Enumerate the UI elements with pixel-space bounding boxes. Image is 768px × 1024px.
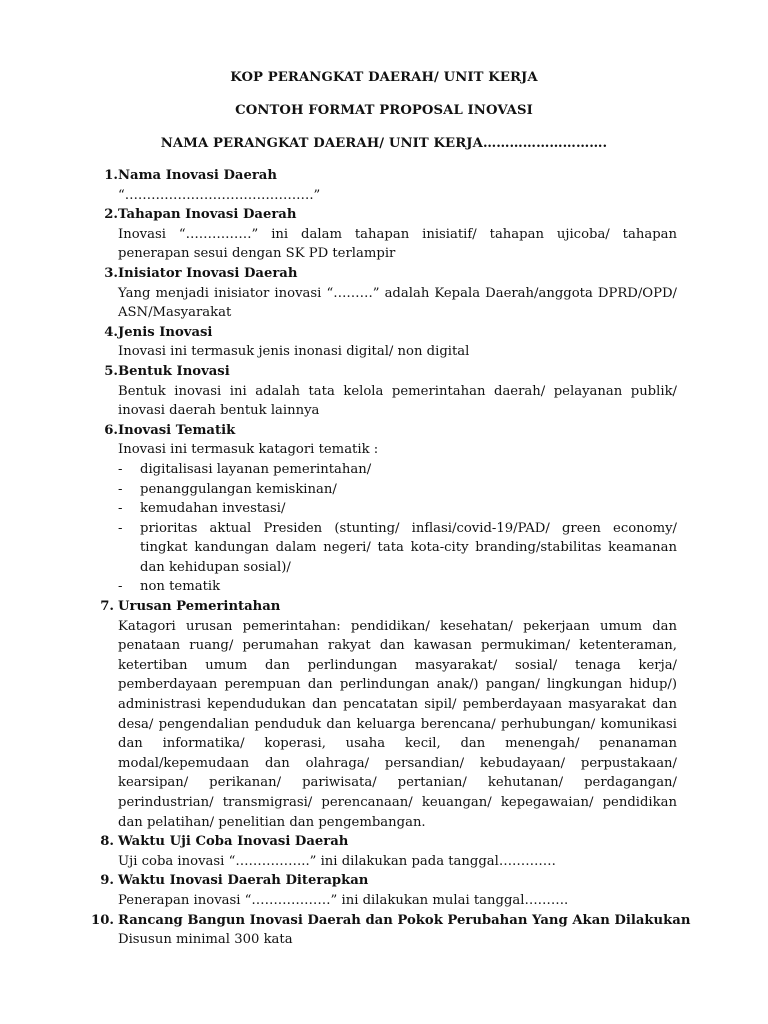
section-number: 2. <box>104 207 118 223</box>
section-item <box>0 264 768 323</box>
proposal-sections <box>0 166 768 950</box>
section-title: Inovasi Tematik <box>118 422 236 438</box>
section-body <box>118 440 677 597</box>
section-heading <box>0 166 768 186</box>
section-body <box>118 186 677 206</box>
section-number: 6. <box>104 422 118 438</box>
section-item <box>0 911 768 950</box>
bullet-marker: - <box>118 501 123 517</box>
section-title: Waktu Uji Coba Inovasi Daerah <box>118 834 349 850</box>
section-number: 9. <box>100 873 114 889</box>
section-heading <box>0 362 768 382</box>
section-heading <box>0 911 768 931</box>
bullet-text: penanggulangan kemiskinan/ <box>140 481 337 497</box>
section-item <box>0 323 768 362</box>
bullet-item <box>0 577 677 597</box>
section-number: 1. <box>104 168 118 183</box>
section-item <box>0 421 768 597</box>
section-paragraph: Inovasi ini termasuk jenis inonasi digital/ non digital <box>118 344 470 360</box>
section-body <box>118 382 677 421</box>
bullet-marker: - <box>118 461 123 477</box>
bullet-marker: - <box>118 481 123 497</box>
bullet-text: non tematik <box>140 579 221 595</box>
section-paragraph: “…………………………………….” <box>118 187 321 203</box>
section-heading <box>0 832 768 852</box>
bullet-text: kemudahan investasi/ <box>140 501 286 517</box>
section-paragraph: Uji coba inovasi “……………..” ini dilakukan pada tanggal…………. <box>118 853 556 869</box>
section-item <box>0 871 768 910</box>
bullet-item <box>0 499 677 519</box>
section-paragraph: Katagori urusan pemerintahan: pendidikan/ kesehatan/ pekerjaan umum dan penataan ruang/ perumahan rakyat dan kawasan permukiman/ ketenteraman, ketertiban umum dan perlindungan masyarakat/ sosial/ tenaga kerja/ pemberdayaan perempuan dan perlindungan anak/) pangan/ lingkungan hidup/) administrasi kependudukan dan pencatatan sipil/ pemberdayaan masyarakat dan desa/ pengendalian penduduk dan keluarga berencana/ perhubungan/ komunikasi dan informatika/ koperasi, usaha kecil, dan menengah/ penanaman modal/kepemudaan dan olahraga/ persandian/ kebudayaan/ perpustakaan/ kearsipan/ perikanan/ pariwisata/ pertanian/ kehutanan/ perdagangan/ perindustrian/ transmigrasi/ perencanaan/ keuangan/ kepegawaian/ pendidikan dan pelatihan/ penelitian dan pengembangan. <box>118 618 677 830</box>
section-body <box>118 852 677 872</box>
section-title: Inisiator Inovasi Daerah <box>118 265 298 281</box>
section-title: Tahapan Inovasi Daerah <box>118 207 297 223</box>
section-body <box>118 342 677 362</box>
section-item <box>0 205 768 264</box>
section-body <box>118 225 677 264</box>
section-body <box>118 891 677 911</box>
section-title: Rancang Bangun Inovasi Daerah dan Pokok Perubahan Yang Akan Dilakukan <box>118 912 691 928</box>
section-heading <box>0 264 768 284</box>
section-paragraph: Bentuk inovasi ini adalah tata kelola pemerintahan daerah/ pelayanan publik/ inovasi daerah bentuk lainnya <box>118 383 677 419</box>
section-number: 8. <box>100 834 114 850</box>
bullet-list <box>0 460 677 597</box>
bullet-text: prioritas aktual Presiden (stunting/ inflasi/covid-19/PAD/ green economy/ tingkat kandungan dalam negeri/ tata kota-city branding/stabilitas keamanan dan kehidupan sosial)/ <box>140 520 677 575</box>
section-paragraph: Inovasi “……………” ini dalam tahapan inisiatif/ tahapan ujicoba/ tahapan penerapan sesui dengan SK PD terlampir <box>118 226 677 262</box>
section-paragraph: Yang menjadi inisiator inovasi “………” adalah Kepala Daerah/anggota DPRD/OPD/ ASN/Masyarakat <box>118 285 677 321</box>
section-body <box>118 284 677 323</box>
section-title: Jenis Inovasi <box>118 324 213 340</box>
bullet-marker: - <box>118 520 123 536</box>
section-heading <box>0 597 768 617</box>
section-item <box>0 166 768 205</box>
section-title: Urusan Pemerintahan <box>118 599 281 615</box>
section-paragraph: Inovasi ini termasuk katagori tematik : <box>118 442 379 458</box>
section-item <box>0 362 768 421</box>
section-number: 10. <box>91 912 114 928</box>
bullet-item <box>0 460 677 480</box>
bullet-item <box>0 480 677 500</box>
section-number: 4. <box>104 324 118 340</box>
section-body <box>118 930 677 950</box>
section-heading <box>0 871 768 891</box>
letterhead-title: KOP PERANGKAT DAERAH/ UNIT KERJA <box>230 70 538 85</box>
bullet-text: digitalisasi layanan pemerintahan/ <box>140 461 372 477</box>
section-heading <box>0 421 768 441</box>
section-title: Waktu Inovasi Daerah Diterapkan <box>118 873 369 889</box>
section-number: 5. <box>104 363 118 379</box>
section-item <box>0 597 768 832</box>
section-item <box>0 832 768 871</box>
bullet-item <box>0 519 677 578</box>
section-heading <box>0 205 768 225</box>
section-paragraph: Penerapan inovasi “………………” ini dilakukan mulai tanggal………. <box>118 892 569 908</box>
bullet-marker: - <box>118 579 123 595</box>
organization-name-line: NAMA PERANGKAT DAERAH/ UNIT KERJA………………………. <box>160 136 608 151</box>
section-paragraph: Disusun minimal 300 kata <box>118 932 293 948</box>
section-body <box>118 617 677 833</box>
section-number: 7. <box>100 599 114 615</box>
section-heading <box>0 323 768 343</box>
section-title: Nama Inovasi Daerah <box>118 168 277 183</box>
document-title: CONTOH FORMAT PROPOSAL INOVASI <box>235 103 533 118</box>
section-number: 3. <box>104 265 118 281</box>
section-title: Bentuk Inovasi <box>118 363 230 379</box>
